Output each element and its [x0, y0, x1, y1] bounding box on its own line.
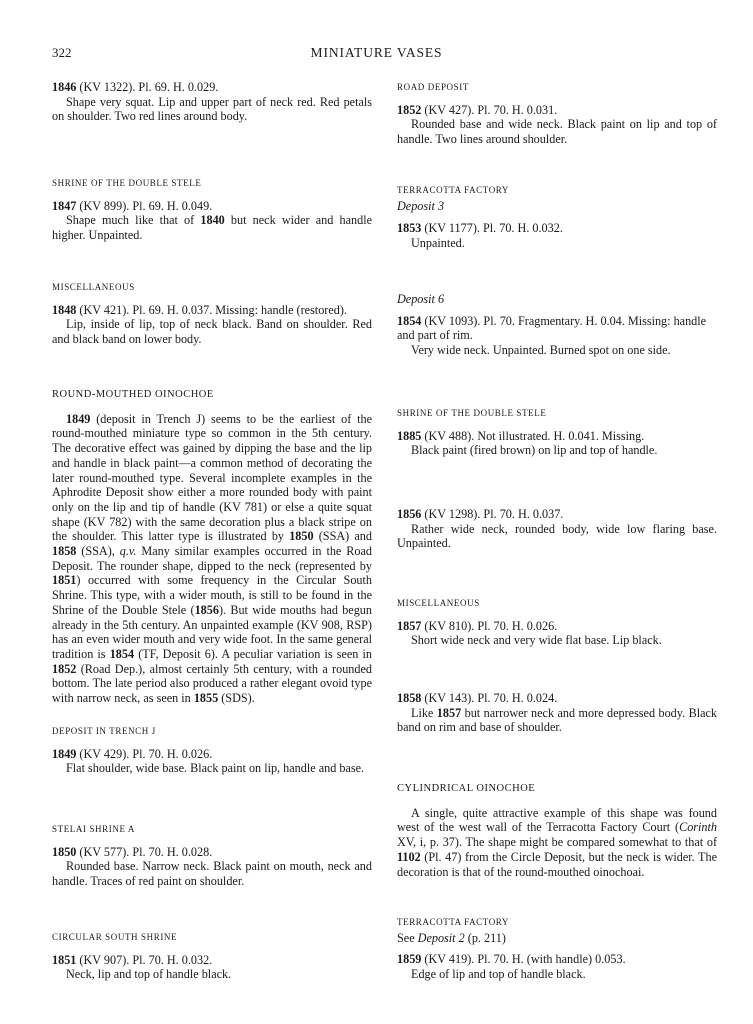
section-shrine-double-stele-right	[397, 406, 717, 458]
section-heading: ROAD DEPOSIT	[397, 82, 469, 92]
entry-ref: 1853 (KV 1177). Pl. 70. H. 0.032.	[397, 221, 563, 236]
section-heading: CIRCULAR SOUTH SHRINE	[52, 932, 178, 942]
section-heading: CYLINDRICAL OINOCHOE	[397, 783, 536, 794]
section-round-mouthed-oinochoe	[52, 388, 372, 706]
entry-description: Neck, lip and top of handle black.	[66, 967, 232, 982]
entry-ref: 1846 (KV 1322). Pl. 69. H. 0.029.	[52, 80, 219, 94]
entry-ref: 1848 (KV 421). Pl. 69. H. 0.037. Missing: handle (restored).	[52, 302, 347, 317]
page-number: 322	[52, 45, 72, 60]
entry-description: Rather wide neck, rounded body, wide low flaring base. Unpainted.	[397, 521, 717, 551]
section-miscellaneous-right	[397, 596, 717, 648]
subsection-deposit-3: Deposit 3	[397, 198, 445, 213]
section-heading: DEPOSIT IN TRENCH J	[52, 726, 156, 736]
entry-1856	[397, 507, 717, 551]
subsection-deposit-6	[397, 292, 717, 358]
entry-ref: 1856 (KV 1298). Pl. 70. H. 0.037.	[397, 507, 564, 521]
entry-1846	[52, 80, 372, 124]
entry-description: Like 1857 but narrower neck and more depressed body. Black band on rim and base of shoulder.	[397, 705, 717, 735]
discussion-paragraph: A single, quite attractive example of this shape was found west of the west wall of the Terracotta Factory Court (Corinth XV, i, p. 37). The shape might be compared somewhat to that of 1102 (Pl. 47) from the Circle Deposit, but the neck is wider. The decoration is that of the round-mouthed oinochoai.	[397, 805, 717, 879]
discussion-paragraph: 1849 (deposit in Trench J) seems to be the earliest of the round-mouthed miniature type so common in the 5th century. The decorative effect was gained by dipping the base and the lip and handle in black paint—a common method of decorating the later round-mouthed type. Several incomplete examples in the Aphrodite Deposit show either a more rounded body with paint only on the lip and tip of handle (KV 781) or else a quite squat shape (KV 782) with the same decoration plus a black stripe on the shoulder. This latter type is illustrated by 1850 (SSA) and 1858 (SSA), q.v. Many similar examples occurred in the Road Deposit. The rounder shape, dipped to the neck (represented by 1851) occurred with some frequency in the Circular South Shrine. This type, with a wider mouth, is still to be found in the Shrine of the Double Stele (1856). But wide mouths had begun already in the 5th century. An unpainted example (KV 908, RSP) has an even wider mouth and very wide foot. In the same general tradition is 1854 (TF, Deposit 6). A peculiar variation is seen in 1852 (Road Dep.), almost certainly 5th century, with a rounded bottom. The late period also produced a rather elegant ovoid type with narrow neck, as seen in 1855 (SDS).	[52, 411, 372, 706]
section-heading: SHRINE OF THE DOUBLE STELE	[397, 408, 547, 418]
see-deposit-2: See Deposit 2 (p. 211)	[397, 930, 506, 945]
section-terracotta-factory-2	[397, 915, 717, 982]
section-terracotta-factory	[397, 183, 717, 251]
entry-description: Shape much like that of 1840 but neck wider and handle higher. Unpainted.	[52, 213, 372, 243]
entry-ref: 1849 (KV 429). Pl. 70. H. 0.026.	[52, 746, 213, 761]
entry-ref: 1885 (KV 488). Not illustrated. H. 0.041. Missing.	[397, 428, 645, 443]
entry-description: Rounded base and wide neck. Black paint on lip and top of handle. Two lines around shoulder.	[397, 117, 717, 147]
running-title: MINIATURE VASES	[310, 45, 443, 60]
entry-description: Black paint (fired brown) on lip and top of handle.	[411, 443, 658, 458]
entry-description: Short wide neck and very wide flat base. Lip black.	[411, 633, 662, 648]
entry-1858	[397, 691, 717, 735]
section-deposit-trench-j	[52, 724, 372, 776]
entry-description: Lip, inside of lip, top of neck black. Band on shoulder. Red and black band on lower body.	[52, 317, 372, 347]
section-stelai-shrine-a	[52, 822, 372, 889]
section-heading: TERRACOTTA FACTORY	[397, 917, 510, 927]
entry-ref: 1850 (KV 577). Pl. 70. H. 0.028.	[52, 844, 213, 859]
entry-ref: 1858 (KV 143). Pl. 70. H. 0.024.	[397, 691, 558, 705]
section-circular-south-shrine	[52, 930, 372, 982]
entry-ref: 1851 (KV 907). Pl. 70. H. 0.032.	[52, 952, 213, 967]
entry-ref: 1857 (KV 810). Pl. 70. H. 0.026.	[397, 618, 558, 633]
entry-description: Shape very squat. Lip and upper part of neck red. Red petals on shoulder. Two red lines around body.	[52, 94, 372, 124]
section-heading: ROUND-MOUTHED OINOCHOE	[52, 389, 214, 400]
entry-description: Very wide neck. Unpainted. Burned spot on one side.	[411, 343, 671, 358]
section-heading: MISCELLANEOUS	[52, 282, 135, 292]
entry-description: Rounded base. Narrow neck. Black paint on mouth, neck and handle. Traces of red paint on shoulder.	[52, 859, 372, 889]
entry-ref: 1847 (KV 899). Pl. 69. H. 0.049.	[52, 198, 213, 213]
section-cylindrical-oinochoe	[397, 782, 717, 879]
entry-description: Edge of lip and top of handle black.	[411, 967, 586, 982]
section-miscellaneous	[52, 280, 372, 347]
section-heading: TERRACOTTA FACTORY	[397, 185, 510, 195]
section-road-deposit	[397, 80, 717, 147]
section-heading: SHRINE OF THE DOUBLE STELE	[52, 178, 202, 188]
subsection-title: Deposit 6	[397, 292, 445, 306]
section-heading: MISCELLANEOUS	[397, 598, 480, 608]
entry-description: Unpainted.	[411, 236, 465, 251]
entry-ref: 1854 (KV 1093). Pl. 70. Fragmentary. H. 0.04. Missing: handle and part of rim.	[397, 313, 707, 343]
entry-ref: 1859 (KV 419). Pl. 70. H. (with handle) 0.053.	[397, 952, 626, 967]
entry-ref: 1852 (KV 427). Pl. 70. H. 0.031.	[397, 102, 558, 117]
section-heading: STELAI SHRINE A	[52, 824, 135, 834]
section-shrine-double-stele	[52, 176, 372, 243]
entry-description: Flat shoulder, wide base. Black paint on lip, handle and base.	[66, 761, 365, 776]
